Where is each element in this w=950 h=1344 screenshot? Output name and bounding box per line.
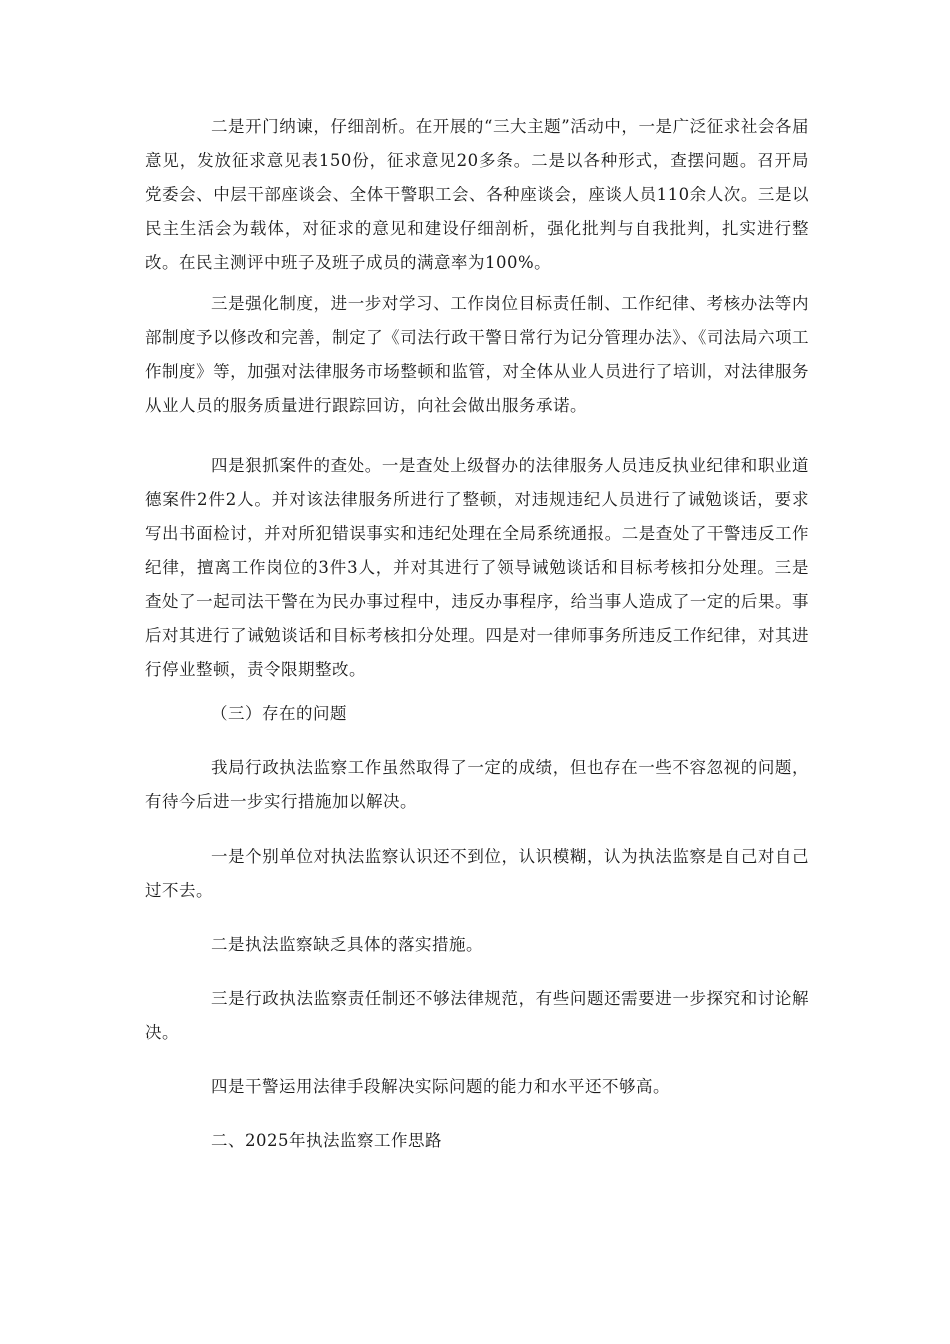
paragraph-problem-three: 三是行政执法监察责任制还不够法律规范，有些问题还需要进一步探究和讨论解决。 bbox=[145, 989, 809, 1042]
paragraph-problem-two: 二是执法监察缺乏具体的落实措施。 bbox=[211, 935, 483, 954]
paragraph-open-door-consultation: 二是开门纳谏，仔细剖析。在开展的“三大主题”活动中，一是广泛征求社会各届意见，发放征求意见表150份，征求意见20多条。二是以各种形式，查摆问题。召开局党委会、中层干部座谈会、全体干警职工会、各种座谈会，座谈人员110余人次。三是以民主生活会为载体，对征求的意见和建设仔细剖析，强化批判与自我批判，扎实进行整改。在民主测评中班子及班子成员的满意率为100%。 bbox=[145, 117, 809, 272]
paragraph-strengthen-system: 三是强化制度，进一步对学习、工作岗位目标责任制、工作纪律、考核办法等内部制度予以修改和完善，制定了《司法行政干警日常行为记分管理办法》、《司法局六项工作制度》等，加强对法律服务市场整顿和监管，对全体从业人员进行了培训，对法律服务从业人员的服务质量进行跟踪回访，向社会做出服务承诺。 bbox=[145, 294, 809, 415]
paragraph-problem-four: 四是干警运用法律手段解决实际问题的能力和水平还不够高。 bbox=[211, 1077, 670, 1096]
section-heading-work-plan: 二、2025年执法监察工作思路 bbox=[211, 1131, 442, 1150]
paragraph-problem-one: 一是个别单位对执法监察认识还不到位，认识模糊，认为执法监察是自己对自己过不去。 bbox=[145, 847, 809, 900]
paragraph-problems-intro: 我局行政执法监察工作虽然取得了一定的成绩，但也存在一些不容忽视的问题，有待今后进一步实行措施加以解决。 bbox=[145, 758, 809, 811]
section-heading-existing-problems: （三）存在的问题 bbox=[211, 704, 347, 723]
paragraph-case-investigation: 四是狠抓案件的查处。一是查处上级督办的法律服务人员违反执业纪律和职业道德案件2件2人。并对该法律服务所进行了整顿，对违规违纪人员进行了诫勉谈话，要求写出书面检讨，并对所犯错误事实和违纪处理在全局系统通报。二是查处了干警违反工作纪律，擅离工作岗位的3件3人，并对其进行了领导诫勉谈话和目标考核扣分处理。三是查处了一起司法干警在为民办事过程中，违反办事程序，给当事人造成了一定的后果。事后对其进行了诫勉谈话和目标考核扣分处理。四是对一律师事务所违反工作纪律，对其进行停业整顿，责令限期整改。 bbox=[145, 456, 809, 679]
